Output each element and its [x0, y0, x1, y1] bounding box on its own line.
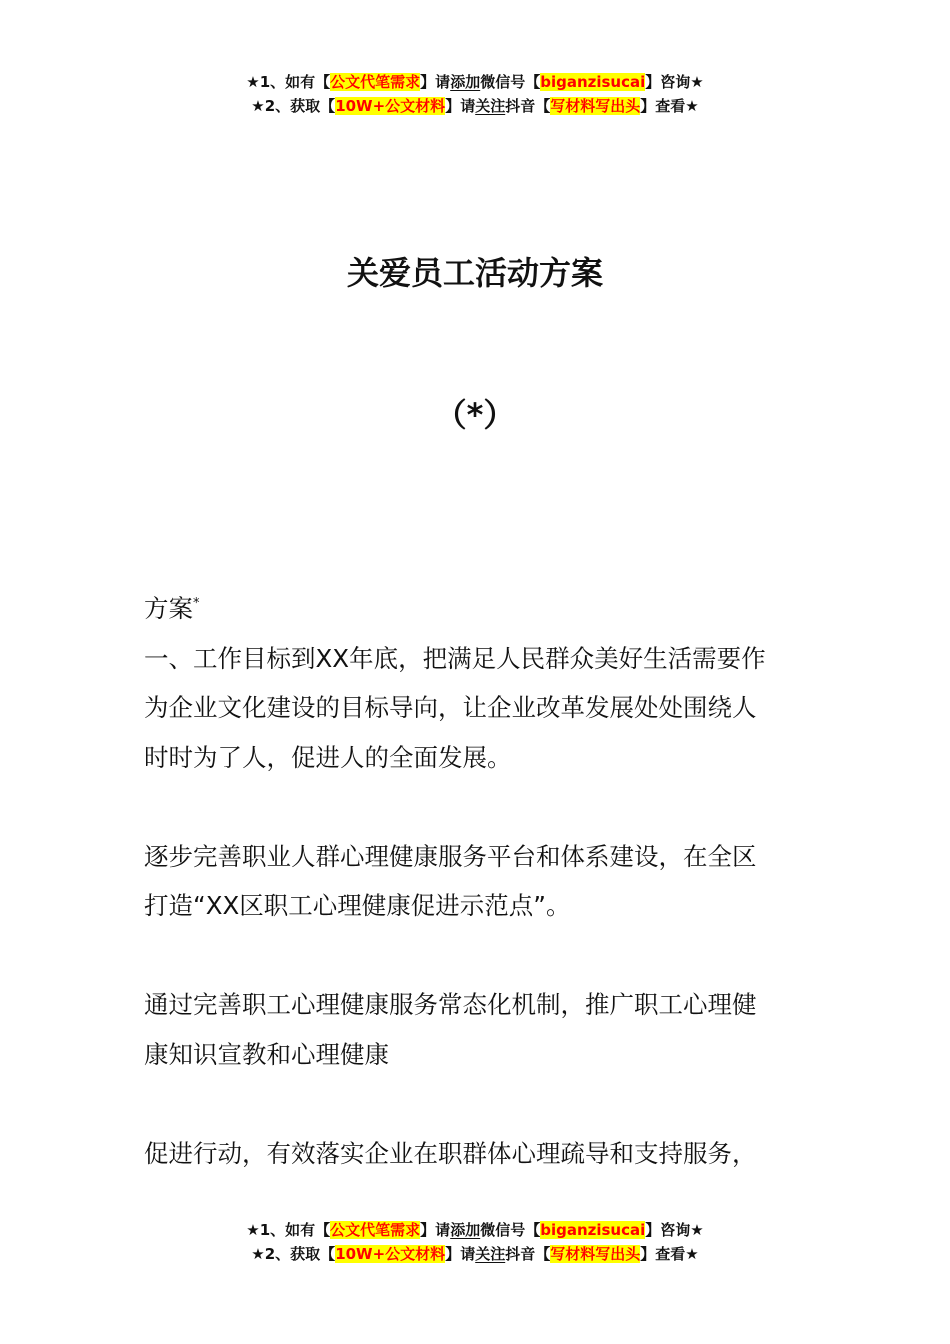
- notice-text: 】请: [445, 97, 476, 115]
- notice-line-2: [0, 94, 950, 118]
- notice-text: ★1、如有【: [246, 73, 331, 91]
- paragraph-line: 为企业文化建设的目标导向，让企业改革发展处处围绕人: [144, 693, 757, 722]
- section-heading: [144, 584, 810, 634]
- notice-underline: 关注: [475, 1245, 506, 1263]
- notice-text: 】请: [445, 1245, 476, 1263]
- notice-text: 微信号【: [480, 1221, 541, 1239]
- notice-underline: 添加: [450, 73, 481, 91]
- notice-highlight: 公文代笔需求: [330, 73, 421, 91]
- notice-highlight: biganzisucai: [540, 73, 646, 91]
- section-heading-text: 方案: [144, 594, 193, 623]
- notice-text: 抖音【: [505, 97, 551, 115]
- document-subtitle: （*）: [434, 396, 516, 434]
- notice-highlight: 写材料写出头: [550, 97, 641, 115]
- paragraph-line: 逐步完善职业人群心理健康服务平台和体系建设，在全区: [144, 841, 757, 871]
- footnote-mark: *: [193, 596, 200, 611]
- notice-text: 】请: [420, 73, 451, 91]
- notice-line-2: [0, 1242, 950, 1266]
- notice-line-1: [0, 70, 950, 94]
- notice-underline: 关注: [475, 97, 506, 115]
- paragraph-line: 时时为了人，促进人的全面发展。: [144, 742, 512, 772]
- notice-highlight: 10W+公文材料: [335, 1245, 446, 1263]
- notice-text: ★2、获取【: [251, 97, 336, 115]
- notice-text: 】咨询★: [645, 73, 704, 91]
- bottom-notice: [0, 1218, 950, 1266]
- notice-text: ★2、获取【: [251, 1245, 336, 1263]
- document-title: 关爱员工活动方案: [346, 254, 603, 292]
- paragraph-line: 通过完善职工心理健康服务常态化机制，推广职工心理健: [144, 990, 757, 1019]
- notice-text: 抖音【: [505, 1245, 551, 1263]
- notice-highlight: 10W+公文材料: [335, 97, 446, 115]
- notice-text: 】查看★: [640, 1245, 699, 1263]
- notice-text: 】查看★: [640, 97, 699, 115]
- paragraph-line: 打造“XX区职工心理健康促进示范点”。: [144, 891, 571, 920]
- notice-text: 】咨询★: [645, 1221, 704, 1239]
- notice-line-1: [0, 1218, 950, 1242]
- paragraph-line: 一、工作目标到XX年底，把满足人民群众美好生活需要作: [144, 643, 766, 673]
- notice-text: 】请: [420, 1221, 451, 1239]
- notice-highlight: 写材料写出头: [550, 1245, 641, 1263]
- notice-underline: 添加: [450, 1221, 481, 1239]
- notice-text: ★1、如有【: [246, 1221, 331, 1239]
- notice-text: 微信号【: [480, 73, 541, 91]
- notice-highlight: 公文代笔需求: [330, 1221, 421, 1239]
- paragraph-line: 康知识宣教和心理健康: [144, 1039, 389, 1069]
- paragraph-line: 促进行动，有效落实企业在职群体心理疏导和支持服务，: [144, 1138, 757, 1168]
- document-body: [144, 584, 810, 1178]
- notice-highlight: biganzisucai: [540, 1221, 646, 1239]
- top-notice: [0, 70, 950, 118]
